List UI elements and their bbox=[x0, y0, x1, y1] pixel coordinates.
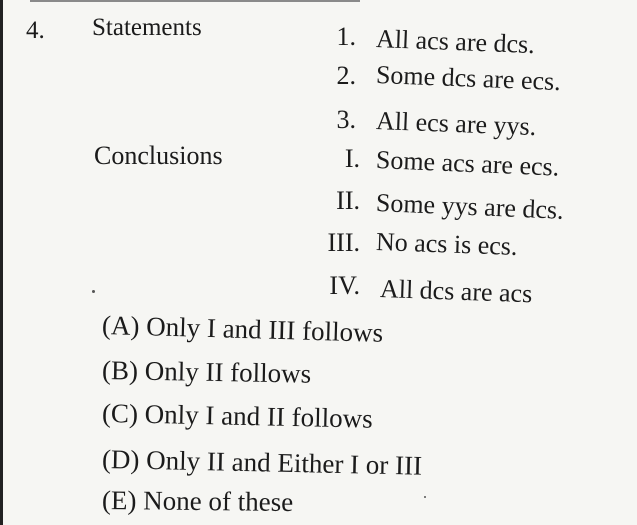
statements-heading: Statements bbox=[92, 14, 202, 41]
conclusion-text: Some yys are dcs. bbox=[375, 188, 565, 225]
statement-text: Some dcs are ecs. bbox=[375, 60, 562, 97]
question-number: 4. bbox=[26, 17, 45, 44]
conclusion-number: III. bbox=[327, 228, 360, 257]
conclusion-number: I. bbox=[344, 144, 360, 173]
answer-option-c: (C) Only I and II follows bbox=[101, 398, 373, 434]
answer-option-d: (D) Only II and Either I or III bbox=[101, 444, 423, 481]
statement-text: All acs are dcs. bbox=[375, 24, 536, 60]
conclusion-number: II. bbox=[336, 186, 360, 215]
answer-option-a: (A) Only I and III follows bbox=[101, 310, 384, 348]
statement-text: All ecs are yys. bbox=[375, 106, 537, 142]
statement-number: 3. bbox=[336, 105, 356, 134]
conclusions-heading: Conclusions bbox=[94, 141, 223, 170]
conclusion-text: No acs is ecs. bbox=[375, 227, 518, 261]
statement-number: 1. bbox=[336, 22, 356, 51]
answer-option-b: (B) Only II follows bbox=[101, 355, 312, 389]
scan-speck bbox=[424, 496, 426, 498]
conclusion-number: IV. bbox=[329, 271, 360, 300]
answer-option-e: (E) None of these bbox=[101, 485, 294, 518]
page-left-border bbox=[0, 0, 3, 525]
conclusion-text: Some acs are ecs. bbox=[375, 145, 560, 182]
scan-speck bbox=[92, 290, 95, 293]
cropped-line-fragment bbox=[30, 0, 360, 2]
statement-number: 2. bbox=[336, 61, 356, 90]
conclusion-text: All dcs are acs bbox=[379, 274, 533, 309]
